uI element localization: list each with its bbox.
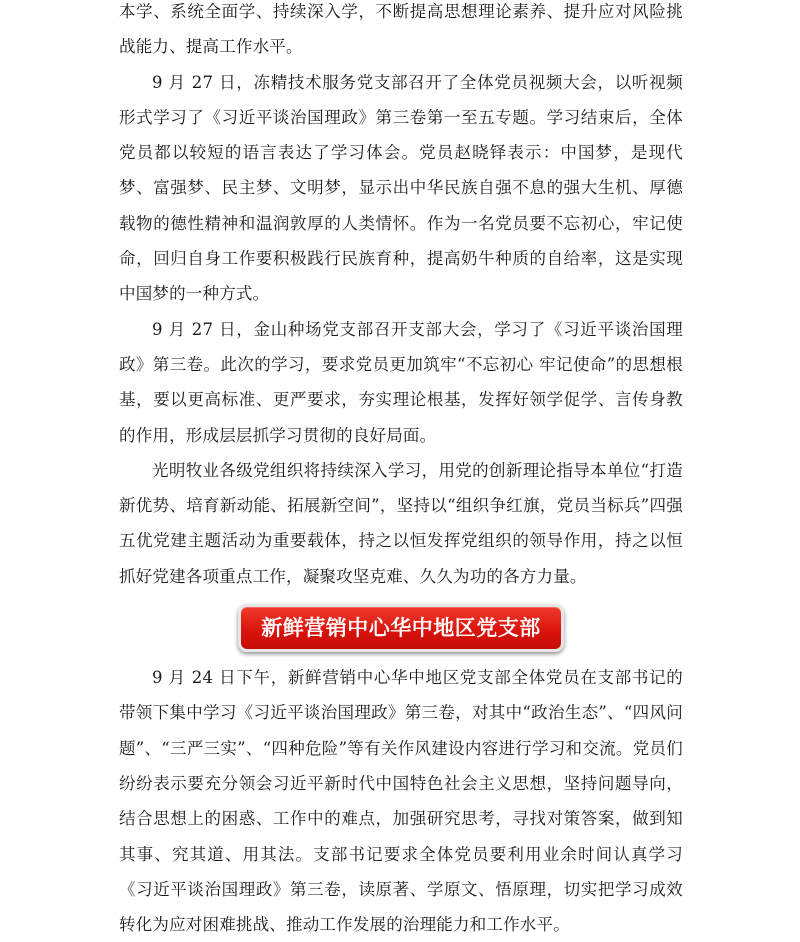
paragraph-dongjing-branch: 9 月 27 日，冻精技术服务党支部召开了全体党员视频大会，以听视频形式学习了《习近平谈治国理政》第三卷第一至五专题。学习结束后，全体党员都以较短的语言表达了学习体会。党员赵晓铎表示：中国梦，是现代梦、富强梦、民主梦、文明梦，显示出中华民族自强不息的强大生机、厚德载物的德性精神和温润敦厚的人类情怀。作为一名党员要不忘初心，牢记使命，回归自身工作要积极践行民族育种，提高奶牛种质的自给率，这是实现中国梦的一种方式。 — [119, 72, 683, 304]
section-heading-container — [119, 604, 683, 654]
paragraph-jinshan-branch: 9 月 27 日，金山种场党支部召开支部大会，学习了《习近平谈治国理政》第三卷。此次的学习，要求党员更加筑牢“不忘初心 牢记使命”的思想根基，要以更高标准、更严要求，夯实理论根基，发挥好领学促学、言传身教的作用，形成层层抓学习贯彻的良好局面。 — [119, 319, 683, 445]
paragraph-huazhong-branch: 9 月 24 日下午，新鲜营销中心华中地区党支部全体党员在支部书记的带领下集中学习《习近平谈治国理政》第三卷，对其中“政治生态”、“四风问题”、“三严三实”、“四种危险”等有关作风建设内容进行学习和交流。党员们纷纷表示要充分领会习近平新时代中国特色社会主义思想，坚持问题导向，结合思想上的困惑、工作中的难点，加强研究思考，寻找对策答案，做到知其事、究其道、用其法。支部书记要求全体党员要利用业余时间认真学习《习近平谈治国理政》第三卷，读原著、学原文、悟原理，切实把学习成效转化为应对困难挑战、推动工作发展的治理能力和工作水平。 — [119, 668, 683, 935]
paragraph-continued: 本学、系统全面学、持续深入学，不断提高思想理论素养、提升应对风险挑战能力、提高工作水平。 — [119, 2, 683, 57]
section-heading: 新鲜营销中心华中地区党支部 — [238, 604, 564, 652]
paragraph-guangming-summary: 光明牧业各级党组织将持续深入学习，用党的创新理论指导本单位“打造新优势、培育新动能、拓展新空间”，坚持以“组织争红旗，党员当标兵”四强五优党建主题活动为重要载体，持之以恒发挥党组织的领导作用，持之以恒抓好党建各项重点工作，凝聚攻坚克难、久久为功的各方力量。 — [119, 460, 683, 586]
article-body — [119, 0, 683, 942]
